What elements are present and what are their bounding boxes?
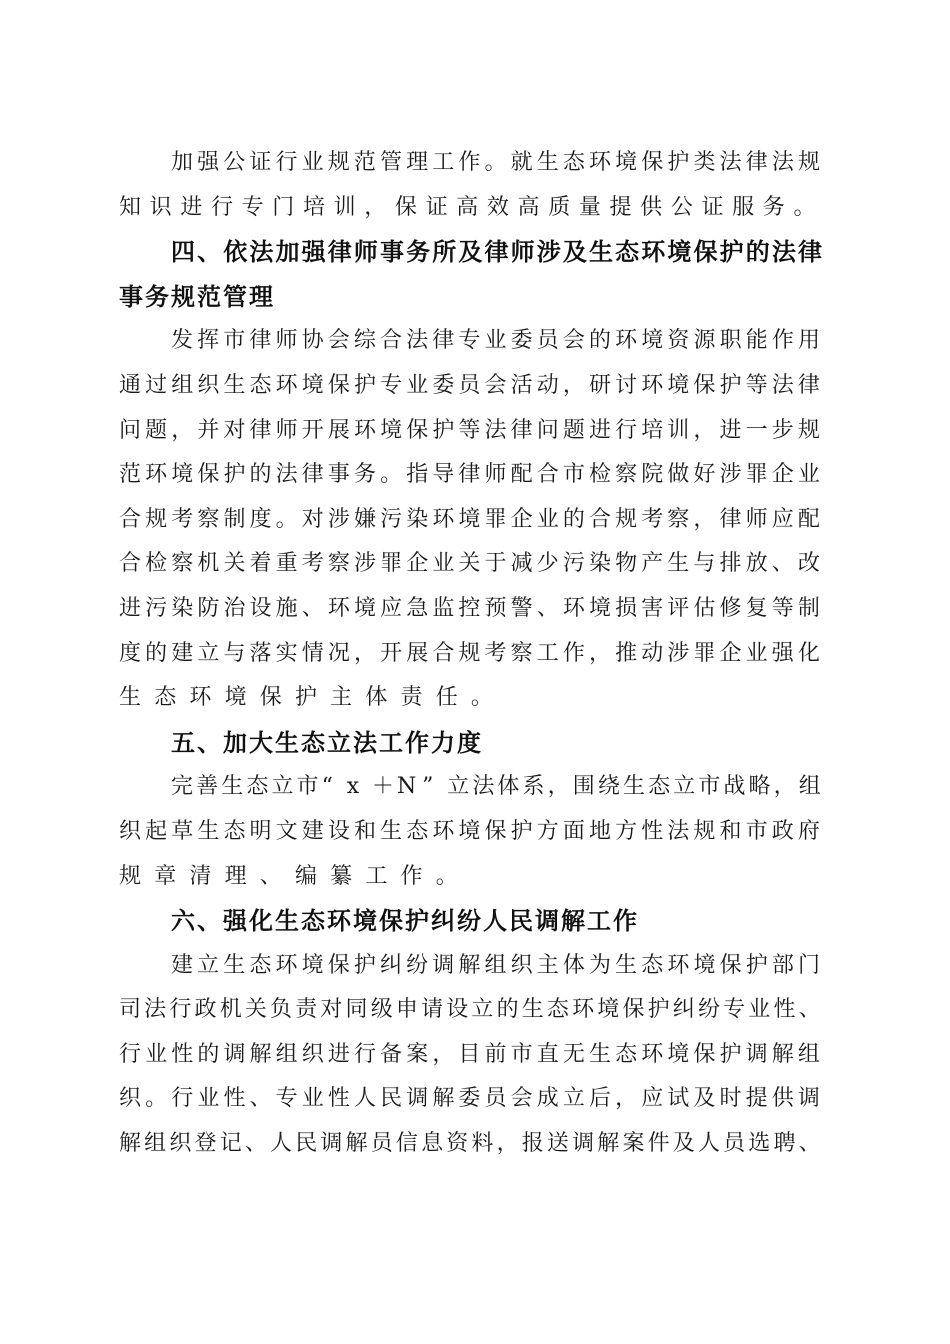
paragraph-line: 司 法 行 政 机 关 负 责 对 同 级 申 请 设 立 的 生 态 环 境 保 护 纠 纷 专 业 性 、: [119, 997, 821, 1023]
paragraph-line: 生 态 环 境 保 护 主 体 责 任 。: [119, 685, 493, 711]
paragraph-line: 解 组 织 登 记 、 人 民 调 解 员 信 息 资 料 ， 报 送 调 解 案 件 及 人 员 选 聘 、: [119, 1131, 821, 1157]
paragraph-line: 织 。 行 业 性 、 专 业 性 人 民 调 解 委 员 会 成 立 后 ， 应 试 及 时 提 供 调: [119, 1086, 820, 1112]
paragraph-line: 织 起 草 生 态 明 文 建 设 和 生 态 环 境 保 护 方 面 地 方 性 法 规 和 市 政 府: [119, 818, 820, 844]
paragraph-line: 进 污 染 防 治 设 施 、 环 境 应 急 监 控 预 警 、 环 境 损 害 评 估 修 复 等 制: [119, 595, 820, 621]
paragraph-line: 发 挥 市 律 师 协 会 综 合 法 律 专 业 委 员 会 的 环 境 资 源 职 能 作 用: [171, 328, 821, 354]
paragraph-line: 范 环 境 保 护 的 法 律 事 务 。 指 导 律 师 配 合 市 检 察 院 做 好 涉 罪 企 业: [119, 462, 820, 488]
section-heading-line: 事 务 规 范 管 理: [119, 282, 273, 311]
paragraph-line: 加 强 公 证 行 业 规 范 管 理 工 作 。 就 生 态 环 境 保 护 类 法 律 法 规: [171, 150, 821, 175]
section-heading-line: 五 、 加 大 生 态 立 法 工 作 力 度: [171, 728, 481, 757]
paragraph-line: 合 规 考 察 制 度 。 对 涉 嫌 污 染 环 境 罪 企 业 的 合 规 考 察 ， 律 师 应 配: [119, 506, 820, 532]
paragraph-line: 通 过 组 织 生 态 环 境 保 护 专 业 委 员 会 活 动 ， 研 讨 环 境 保 护 等 法 律: [119, 372, 820, 398]
section-heading-line: 六 、 强 化 生 态 环 境 保 护 纠 纷 人 民 调 解 工 作: [171, 907, 637, 936]
section-heading-line: 四 、 依 法 加 强 律 师 事 务 所 及 律 师 涉 及 生 态 环 境 保 护 的 法 律: [171, 238, 822, 267]
paragraph-line: 问 题 ， 并 对 律 师 开 展 环 境 保 护 等 法 律 问 题 进 行 培 训 ， 进 一 步 规: [119, 417, 820, 443]
document-body: [119, 141, 824, 1167]
paragraph-line: 度 的 建 立 与 落 实 情 况 ， 开 展 合 规 考 察 工 作 ， 推 动 涉 罪 企 业 强 化: [119, 640, 820, 666]
paragraph-line: 知 识 进 行 专 门 培 训 ， 保 证 高 效 高 质 量 提 供 公 证 服 务 。: [119, 194, 816, 220]
paragraph-line: 规 章 清 理 、 编 纂 工 作 。: [119, 863, 458, 889]
paragraph-line: 行 业 性 的 调 解 组 织 进 行 备 案 ， 目 前 市 直 无 生 态 环 境 保 护 调 解 组: [119, 1041, 820, 1067]
paragraph-line: 完 善 生 态 立 市 “ x ＋ N ” 立 法 体 系 ， 围 绕 生 态 立 市 战 略 ， 组: [171, 774, 821, 800]
paragraph-line: 合 检 察 机 关 着 重 考 察 涉 罪 企 业 关 于 减 少 污 染 物 产 生 与 排 放 、 改: [119, 551, 820, 577]
paragraph-line: 建 立 生 态 环 境 保 护 纠 纷 调 解 组 织 主 体 为 生 态 环 境 保 护 部 门: [171, 952, 821, 978]
